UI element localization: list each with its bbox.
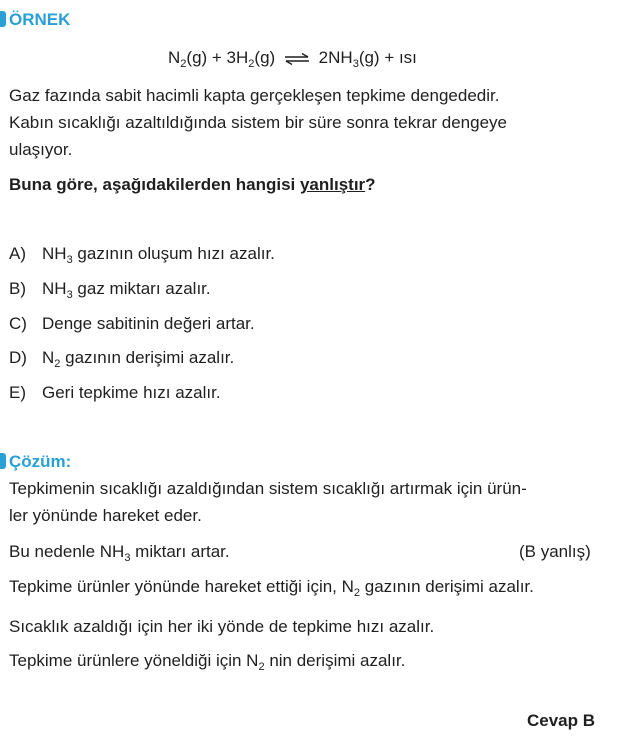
eq-n2: N <box>168 48 181 67</box>
solution-heading: Çözüm: <box>9 452 72 471</box>
example-heading: ÖRNEK <box>9 10 71 29</box>
question-text: Buna göre, aşağıdakilerden hangisi yanlıştır? <box>9 175 376 194</box>
option-a[interactable]: A) $NH_3$ gazının oluşum hızı azalır. <box>9 244 275 266</box>
solution-line-2: ler yönünde hareket eder. <box>9 506 202 525</box>
option-e[interactable]: E) Geri tepkime hızı azalır. <box>9 383 221 402</box>
option-b[interactable]: B) $NH_3$ gaz miktarı azalır. <box>9 279 211 301</box>
problem-text-line-2: Kabın sıcaklığı azaltıldığında sistem bir süre sonra tekrar dengeye <box>9 113 507 132</box>
equilibrium-arrow-icon <box>284 53 310 65</box>
option-c[interactable]: C) Denge sabitinin değeri artar. <box>9 314 255 333</box>
section-marker <box>0 11 6 27</box>
answer-label: Cevap B <box>527 711 596 730</box>
underlined-word: yanlıştır <box>299 175 366 194</box>
option-d[interactable]: D) $N_2$ gazının derişimi azalır. <box>9 348 235 370</box>
solution-line-6: Tepkime ürünlere yöneldiği için $N_2$ nin derişimi azalır. <box>9 651 406 673</box>
solution-marker <box>0 453 6 469</box>
solution-line-1: Tepkimenin sıcaklığı azaldığından sistem sıcaklığı artırmak için ürün- <box>9 479 527 498</box>
problem-text-line-1: Gaz fazında sabit hacimli kapta gerçekleşen tepkime dengededir. <box>9 86 500 105</box>
solution-line-4: Tepkime ürünler yönünde hareket ettiği için, $N_2$ gazının derişimi azalır. <box>9 577 534 599</box>
reaction-equation: $N_2(g) + 3H_2(g) 2NH_3(g)$ + ısı <box>168 48 417 70</box>
problem-text-line-3: ulaşıyor. <box>9 140 73 159</box>
solution-line-5: Sıcaklık azaldığı için her iki yönde de tepkime hızı azalır. <box>9 617 435 636</box>
solution-note: (B yanlış) <box>519 542 591 561</box>
solution-line-3: Bu nedenle $NH_3$ miktarı artar. <box>9 542 230 564</box>
